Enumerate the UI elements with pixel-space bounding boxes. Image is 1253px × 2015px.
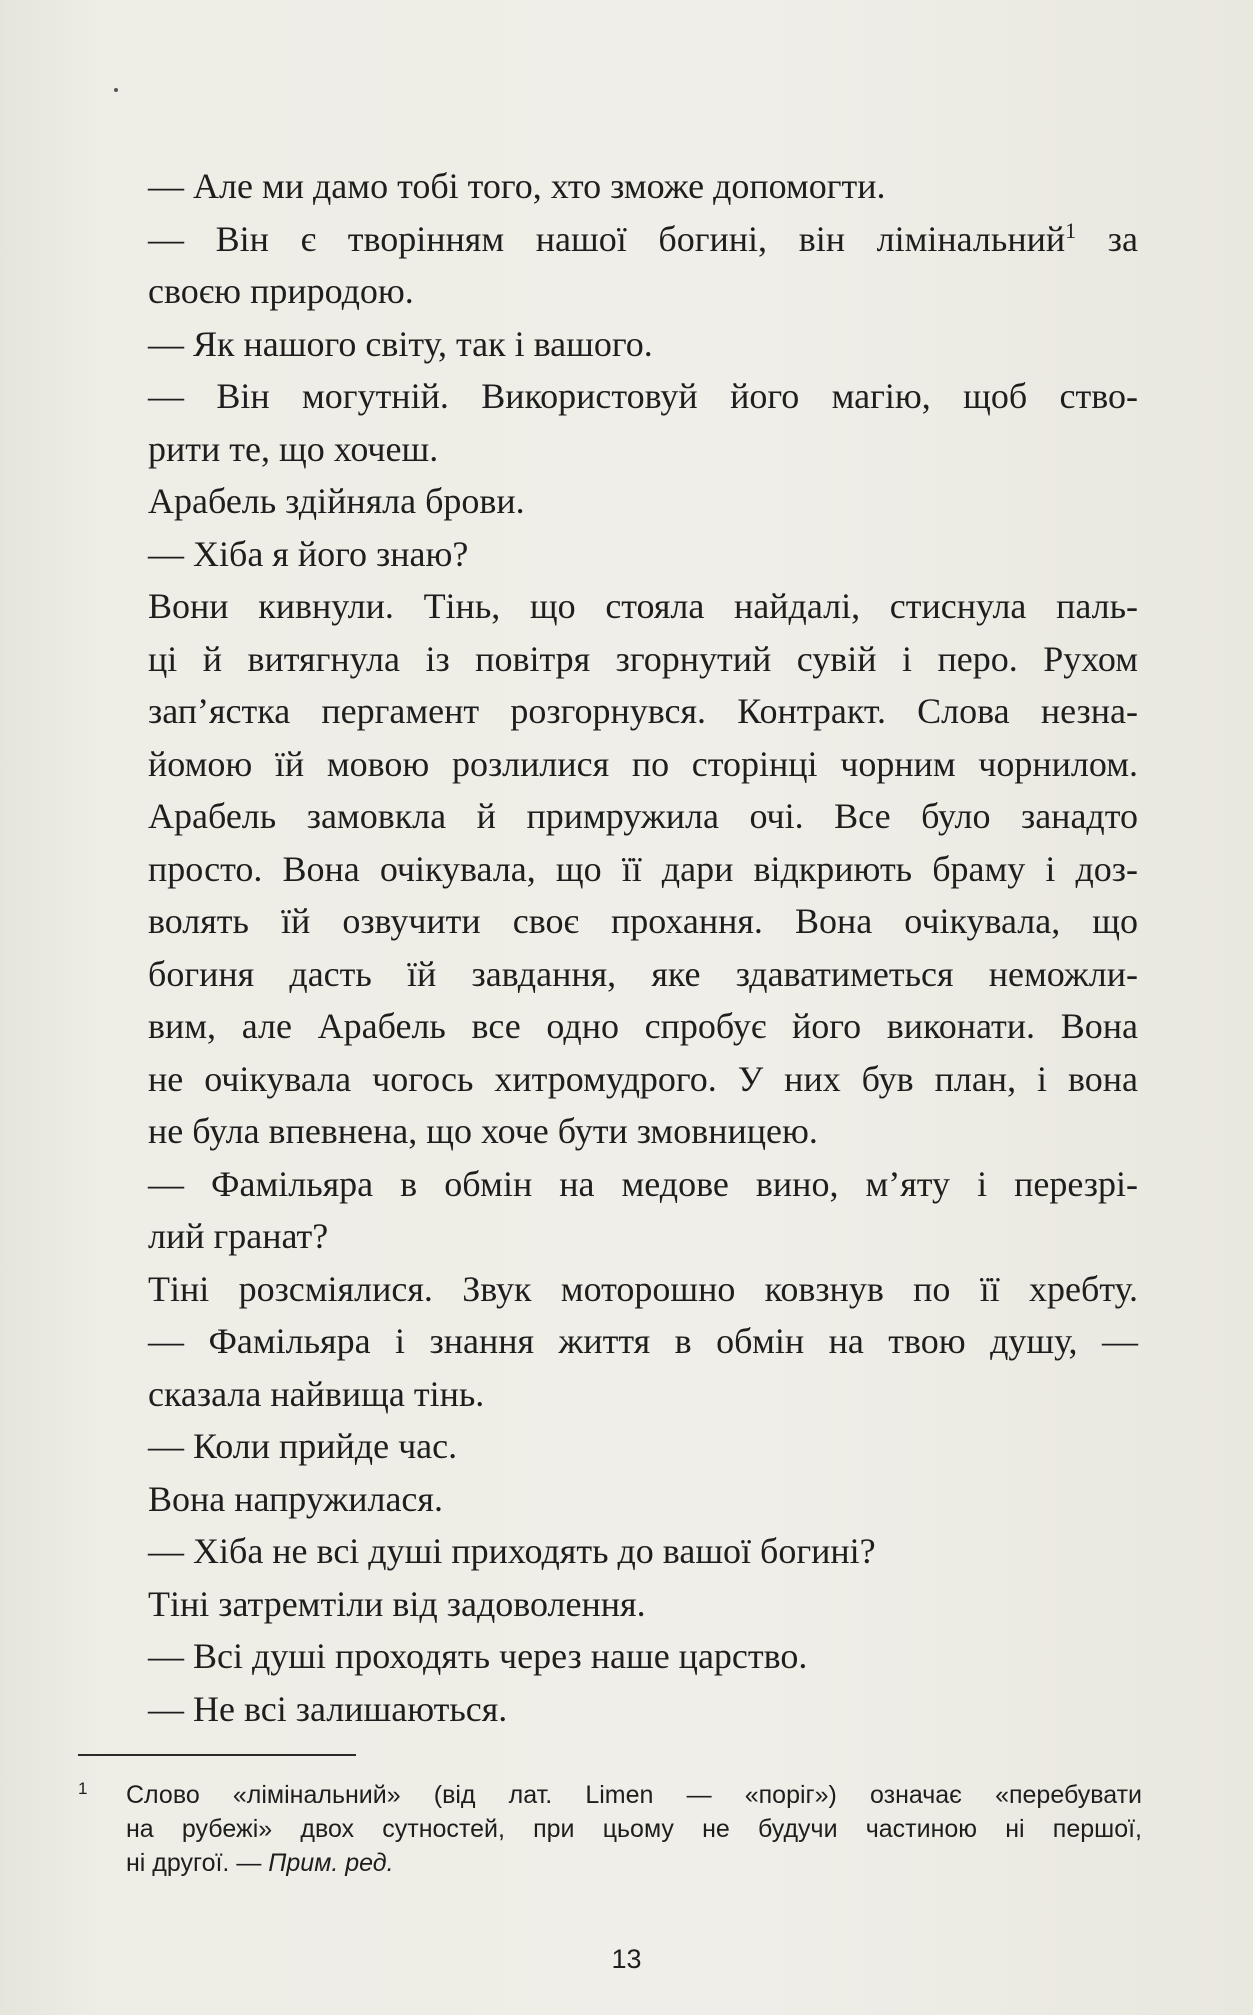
text-line-2-main: — Він є творінням нашої богині, він лімінальний xyxy=(148,218,1066,259)
text-line-21: лий гранат? xyxy=(148,1216,329,1256)
footnote-reference: 1 xyxy=(1065,217,1077,243)
text-line-9: Вони кивнули. Тінь, що стояла найдалі, стиснула паль- xyxy=(148,586,1138,626)
text-line-16: богиня дасть їй завдання, яке здаватиметься неможли- xyxy=(148,953,1138,994)
body-text xyxy=(148,160,1138,1735)
text-line-24: сказала найвища тінь. xyxy=(148,1373,485,1414)
text-line-1: — Але ми дамо тобі того, хто зможе допомогти. xyxy=(148,166,886,206)
editor-note: Прим. ред. xyxy=(268,1849,394,1877)
paper-speck xyxy=(114,88,118,92)
text-line-30: — Не всі залишаються. xyxy=(148,1688,508,1729)
text-line-8: — Хіба я його знаю? xyxy=(148,533,469,574)
text-line-7: Арабель здійняла брови. xyxy=(148,481,525,521)
text-line-15: волять їй озвучити своє прохання. Вона очікувала, що xyxy=(148,901,1138,941)
footnote-divider xyxy=(78,1754,356,1756)
text-line-2 xyxy=(148,213,1138,266)
footnote-line-1: Слово «лімінальний» (від лат. Limen — «поріг») означає «перебувати xyxy=(126,1781,1142,1809)
text-line-28: Тіні затремтіли від задоволення. xyxy=(148,1583,646,1624)
text-line-18: не очікувала чогось хитромудрого. У них був план, і вона xyxy=(148,1058,1138,1099)
text-line-3: своєю природою. xyxy=(148,271,414,311)
text-line-10: ці й витягнула із повітря згорнутий сувій і перо. Рухом xyxy=(148,638,1138,679)
footnote-line-3-text: ні другої. — xyxy=(126,1849,269,1877)
text-line-6: рити те, що хочеш. xyxy=(148,428,439,469)
text-line-4: — Як нашого світу, так і вашого. xyxy=(148,323,653,364)
text-line-29: — Всі душі проходять через наше царство. xyxy=(148,1636,808,1676)
text-line-22: Тіні розсміялися. Звук моторошно ковзнув по її хребту. xyxy=(148,1268,1138,1309)
footnote-text xyxy=(126,1778,1142,1880)
text-line-19: не була впевнена, що хоче бути змовницею. xyxy=(148,1111,818,1151)
text-line-12: йомою їй мовою розлилися по сторінці чорним чорнилом. xyxy=(148,743,1138,784)
text-line-17: вим, але Арабель все одно спробує його виконати. Вона xyxy=(148,1006,1138,1046)
text-line-11: зап’ястка пергамент розгорнувся. Контракт. Слова незна- xyxy=(148,691,1138,731)
text-line-20: — Фамільяра в обмін на медове вино, м’яту і перезрі- xyxy=(148,1163,1138,1204)
text-line-26: Вона напружилася. xyxy=(148,1478,443,1519)
text-line-23: — Фамільяра і знання життя в обмін на твою душу, — xyxy=(148,1321,1138,1361)
text-line-14: просто. Вона очікувала, що її дари відкриють браму і доз- xyxy=(148,848,1138,889)
text-line-13: Арабель замовкла й примружила очі. Все було занадто xyxy=(148,796,1138,836)
text-line-27: — Хіба не всі душі приходять до вашої богині? xyxy=(148,1531,876,1571)
text-line-2-tail: за xyxy=(1107,218,1138,259)
text-line-25: — Коли прийде час. xyxy=(148,1426,458,1466)
footnote-line-3 xyxy=(126,1846,1142,1880)
page-number: 13 xyxy=(611,1944,642,1974)
footnote-marker: 1 xyxy=(78,1779,88,1798)
text-line-5: — Він могутній. Використовуй його магію, щоб ство- xyxy=(148,376,1138,416)
footnote-line-2: на рубежі» двох сутностей, при цьому не будучи частиною ні першої, xyxy=(126,1815,1142,1843)
